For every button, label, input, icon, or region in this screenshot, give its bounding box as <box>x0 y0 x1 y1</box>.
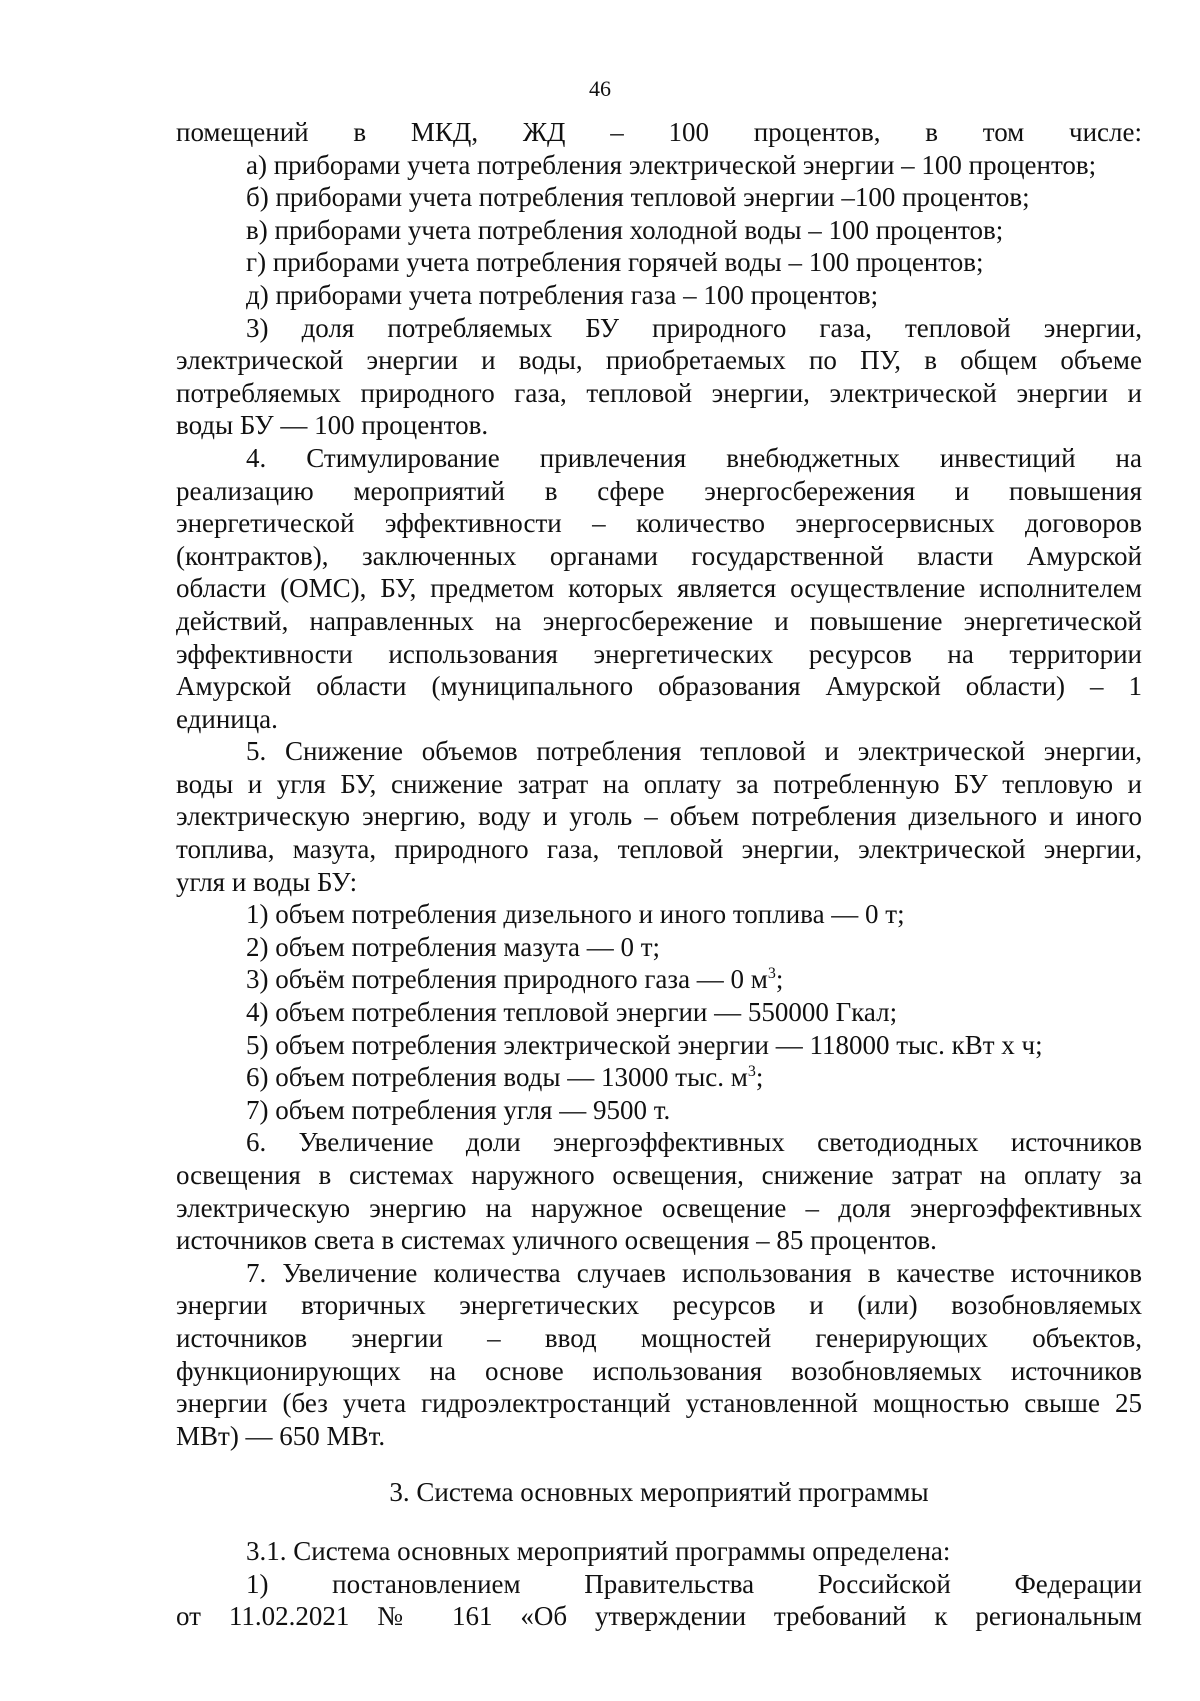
text-line: источников энергии – ввод мощностей генерирующих объектов, <box>176 1322 1142 1353</box>
list-item-text: 3) объём потребления природного газа — 0 м <box>246 964 768 995</box>
text-line: 6. Увеличение доли энергоэффективных светодиодных источников <box>246 1127 1142 1158</box>
text-line: от 11.02.2021 № 161 «Об утверждении требований к региональным <box>176 1601 1142 1632</box>
text-line: электрической энергии и воды, приобретаемых по ПУ, в общем объеме <box>176 345 1142 376</box>
text-line: 7. Увеличение количества случаев использования в качестве источников <box>246 1257 1142 1288</box>
list-item: д) приборами учета потребления газа – 100 процентов; <box>246 279 879 310</box>
text-line: электрическую энергию, воду и уголь – объем потребления дизельного и иного <box>176 801 1142 832</box>
text-line: потребляемых природного газа, тепловой энергии, электрической энергии и <box>176 377 1142 408</box>
text-line: Амурской области (муниципального образования Амурской области) – 1 <box>176 671 1142 702</box>
list-item-text: 6) объем потребления воды — 13000 тыс. м <box>246 1062 748 1093</box>
list-item: 2) объем потребления мазута — 0 т; <box>246 931 661 962</box>
list-item: 1) объем потребления дизельного и иного топлива — 0 т; <box>246 899 905 930</box>
text-line: топлива, мазута, природного газа, тепловой энергии, электрической энергии, <box>176 834 1142 865</box>
list-item-punct: ; <box>755 1062 764 1093</box>
text-line: энергетической эффективности – количество энергосервисных договоров <box>176 508 1142 539</box>
text-line: 3) доля потребляемых БУ природного газа, тепловой энергии, <box>246 312 1142 343</box>
document-body <box>176 116 1142 1633</box>
text-line: МВт) — 650 МВт. <box>176 1420 386 1451</box>
text-line: (контрактов), заключенных органами государственной власти Амурской <box>176 540 1142 571</box>
text-line: 4. Стимулирование привлечения внебюджетных инвестиций на <box>246 442 1142 473</box>
text-line: воды БУ — 100 процентов. <box>176 410 489 441</box>
text-line: освещения в системах наружного освещения, снижение затрат на оплату за <box>176 1160 1142 1190</box>
list-item <box>176 1061 1142 1094</box>
section-heading: 3. Система основных мероприятий программы <box>389 1477 929 1508</box>
text-line: действий, направленных на энергосбережение и повышение энергетической <box>176 605 1142 636</box>
text-line: единица. <box>176 703 278 734</box>
text-line: угля и воды БУ: <box>176 866 358 897</box>
text-line: энергии (без учета гидроэлектростанций установленной мощностью свыше 25 <box>176 1388 1142 1419</box>
superscript: 3 <box>747 1063 756 1081</box>
text-line: реализацию мероприятий в сфере энергосбережения и повышения <box>176 475 1142 506</box>
text-line: 3.1. Система основных мероприятий программы определена: <box>246 1535 951 1566</box>
text-line: эффективности использования энергетических ресурсов на территории <box>176 638 1142 669</box>
list-item: в) приборами учета потребления холодной воды – 100 процентов; <box>246 214 1004 245</box>
text-line: электрическую энергию на наружное освещение – доля энергоэффективных <box>176 1192 1142 1223</box>
text-line: 1) постановлением Правительства Российской Федерации <box>246 1568 1142 1599</box>
list-item: б) приборами учета потребления тепловой энергии –100 процентов; <box>246 182 1030 213</box>
page-number: 46 <box>589 76 611 101</box>
list-item: г) приборами учета потребления горячей воды – 100 процентов; <box>246 247 984 278</box>
text-line: воды и угля БУ, снижение затрат на оплату за потребленную БУ тепловую и <box>176 768 1142 799</box>
list-item: а) приборами учета потребления электрической энергии – 100 процентов; <box>246 149 1097 180</box>
text-line: источников света в системах уличного освещения – 85 процентов. <box>176 1225 937 1256</box>
list-item: 7) объем потребления угля — 9500 т. <box>246 1094 671 1125</box>
text-line: 5. Снижение объемов потребления тепловой и электрической энергии, <box>246 736 1142 767</box>
text-line: функционирующих на основе использования возобновляемых источников <box>176 1355 1142 1386</box>
text-line: области (ОМС), БУ, предметом которых является осуществление исполнителем <box>176 573 1142 604</box>
list-item-punct: ; <box>775 964 784 995</box>
text-line: энергии вторичных энергетических ресурсов и (или) возобновляемых <box>176 1290 1142 1321</box>
text-line: помещений в МКД, ЖД – 100 процентов, в том числе: <box>176 117 1142 147</box>
superscript: 3 <box>767 965 776 983</box>
list-item <box>176 963 1142 996</box>
list-item: 4) объем потребления тепловой энергии — 550000 Гкал; <box>246 997 898 1028</box>
list-item: 5) объем потребления электрической энергии — 118000 тыс. кВт х ч; <box>246 1029 1043 1060</box>
